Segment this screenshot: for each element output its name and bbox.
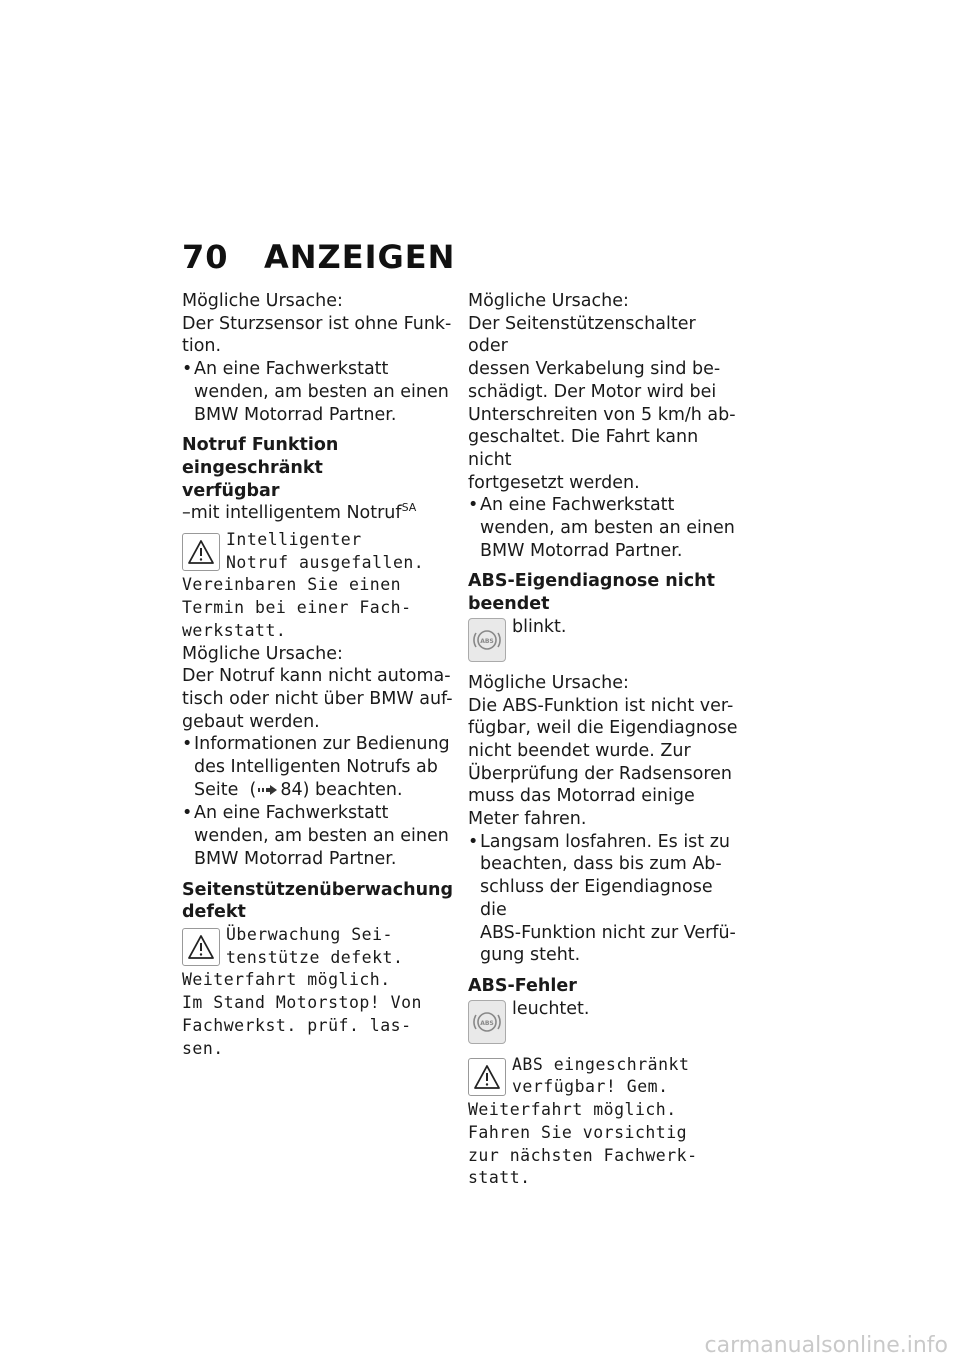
bullet-text: Seite ( 84) beachten.: [194, 779, 454, 803]
cause-text-line: Der Sturzsensor ist ohne Funk-: [182, 313, 452, 334]
cause-text-line: Die ABS-Funktion ist nicht ver-: [468, 695, 734, 716]
display-message-line: Weiterfahrt möglich.: [182, 970, 391, 990]
warning-message-block: [182, 529, 454, 643]
bullet-text: BMW Motorrad Partner.: [194, 848, 397, 869]
bullet-text: ABS-Funktion nicht zur Verfü-: [480, 922, 736, 943]
page-title: ANZEIGEN: [264, 238, 456, 276]
bullet-text: • Informationen zur Bedienung: [194, 734, 450, 755]
display-message-line: ABS eingeschränkt: [512, 1054, 690, 1074]
warning-triangle-icon: [468, 1058, 506, 1096]
bullet-text: BMW Motorrad Partner.: [194, 404, 397, 425]
left-column: [182, 290, 454, 1060]
svg-text:ABS: ABS: [480, 1019, 494, 1027]
sa-superscript: SA: [401, 501, 417, 515]
abs-lamp-icon: [468, 618, 506, 662]
cause-text-line: nicht beendet wurde. Zur: [468, 740, 691, 761]
cause-label: Mögliche Ursache:: [182, 291, 343, 311]
display-message-line: sen.: [182, 1038, 224, 1058]
warning-triangle-icon: [182, 533, 220, 571]
cause-text-line: geschaltet. Die Fahrt kann nicht: [468, 427, 699, 470]
section-heading: Notruf Funktion eingeschränkt: [182, 435, 339, 478]
display-message-line: Notruf ausgefallen.: [226, 552, 425, 572]
bullet-text: des Intelligenten Notrufs ab: [194, 757, 438, 778]
cause-text-line: schädigt. Der Motor wird bei: [468, 381, 717, 402]
warning-triangle-icon: [182, 928, 220, 966]
bullet-item: [468, 494, 740, 562]
display-message-line: Vereinbaren Sie einen: [182, 575, 402, 595]
page-header: [182, 238, 455, 276]
cause-text-line: Meter fahren.: [468, 809, 587, 830]
bullet-text: wenden, am besten an einen: [480, 518, 735, 539]
bullet-text: beachten, dass bis zum Ab-: [480, 854, 722, 875]
cause-text-line: gebaut werden.: [182, 711, 320, 732]
subtitle-text: –mit intelligentem Notruf: [182, 503, 402, 524]
display-message-line: Überwachung Sei-: [226, 924, 393, 944]
display-message-line: Intelligenter: [226, 530, 362, 550]
section-heading: ABS-Fehler: [468, 975, 577, 996]
bullet-text: • Langsam losfahren. Es ist zu: [480, 831, 730, 852]
bullet-item: [182, 733, 454, 802]
display-message-line: verfügbar! Gem.: [512, 1077, 669, 1097]
cause-text-line: fügbar, weil die Eigendiagnose: [468, 718, 738, 739]
abs-lamp-icon: [468, 1000, 506, 1044]
page-reference-arrow-icon: [258, 780, 278, 803]
section-subtitle: [182, 502, 454, 525]
bullet-text: • An eine Fachwerkstatt: [194, 803, 389, 824]
bullet-item: [182, 802, 454, 870]
cause-text-line: Überprüfung der Radsensoren: [468, 763, 732, 784]
cause-text-line: dessen Verkabelung sind be-: [468, 359, 721, 380]
display-message-line: statt.: [468, 1168, 531, 1188]
warning-message-block: [182, 924, 454, 1060]
cause-text-line: Unterschreiten von 5 km/h ab-: [468, 404, 736, 425]
cause-text-line: tisch oder nicht über BMW auf-: [182, 688, 453, 709]
display-message-line: werkstatt.: [182, 620, 287, 640]
abs-indicator-block: [468, 616, 740, 668]
abs-indicator-block: [468, 998, 740, 1050]
cause-text-line: Der Seitenstützenschalter oder: [468, 313, 696, 357]
bullet-item: [468, 831, 740, 967]
page-number: 70: [182, 238, 229, 276]
cause-label: Mögliche Ursache:: [468, 672, 629, 693]
cause-label: Mögliche Ursache:: [468, 291, 629, 311]
bullet-text: • An eine Fachwerkstatt: [480, 495, 675, 516]
cause-label: Mögliche Ursache:: [182, 643, 343, 664]
cause-text-line: tion.: [182, 336, 222, 357]
indicator-state-text: leuchtet.: [512, 998, 590, 1019]
svg-text:ABS: ABS: [480, 637, 494, 645]
display-message-line: Termin bei einer Fach-: [182, 598, 412, 618]
section-heading: verfügbar: [182, 480, 280, 501]
bullet-text: • An eine Fachwerkstatt: [194, 359, 389, 380]
section-heading: beendet: [468, 594, 550, 615]
cause-text-line: Der Notruf kann nicht automa-: [182, 666, 451, 687]
display-message-line: tenstütze defekt.: [226, 947, 404, 967]
right-column: [468, 290, 740, 1190]
warning-message-block: [468, 1054, 740, 1190]
display-message-line: Fachwerkst. prüf. las-: [182, 1015, 412, 1035]
section-heading: Seitenstützenüberwachung: [182, 879, 454, 900]
cause-text-line: muss das Motorrad einige: [468, 786, 695, 807]
display-message-line: Weiterfahrt möglich.: [468, 1100, 677, 1120]
bullet-item: [182, 358, 454, 426]
page-ref-suffix: 84) beachten.: [280, 779, 403, 800]
bullet-text: wenden, am besten an einen: [194, 381, 449, 402]
indicator-state-text: blinkt.: [512, 616, 567, 637]
section-heading: ABS-Eigendiagnose nicht: [468, 571, 715, 592]
section-heading: defekt: [182, 902, 246, 923]
bullet-text: schluss der Eigendiagnose die: [480, 877, 713, 920]
bullet-text: gung steht.: [480, 945, 581, 966]
display-message-line: zur nächsten Fachwerk-: [468, 1145, 698, 1165]
display-message-line: Im Stand Motorstop! Von: [182, 993, 422, 1013]
bullet-text: BMW Motorrad Partner.: [480, 540, 683, 561]
watermark: carmanualsonline.info: [704, 1333, 948, 1358]
page-ref-prefix: Seite: [194, 779, 239, 800]
bullet-text: wenden, am besten an einen: [194, 826, 449, 847]
cause-text-line: fortgesetzt werden.: [468, 472, 640, 493]
display-message-line: Fahren Sie vorsichtig: [468, 1122, 688, 1142]
